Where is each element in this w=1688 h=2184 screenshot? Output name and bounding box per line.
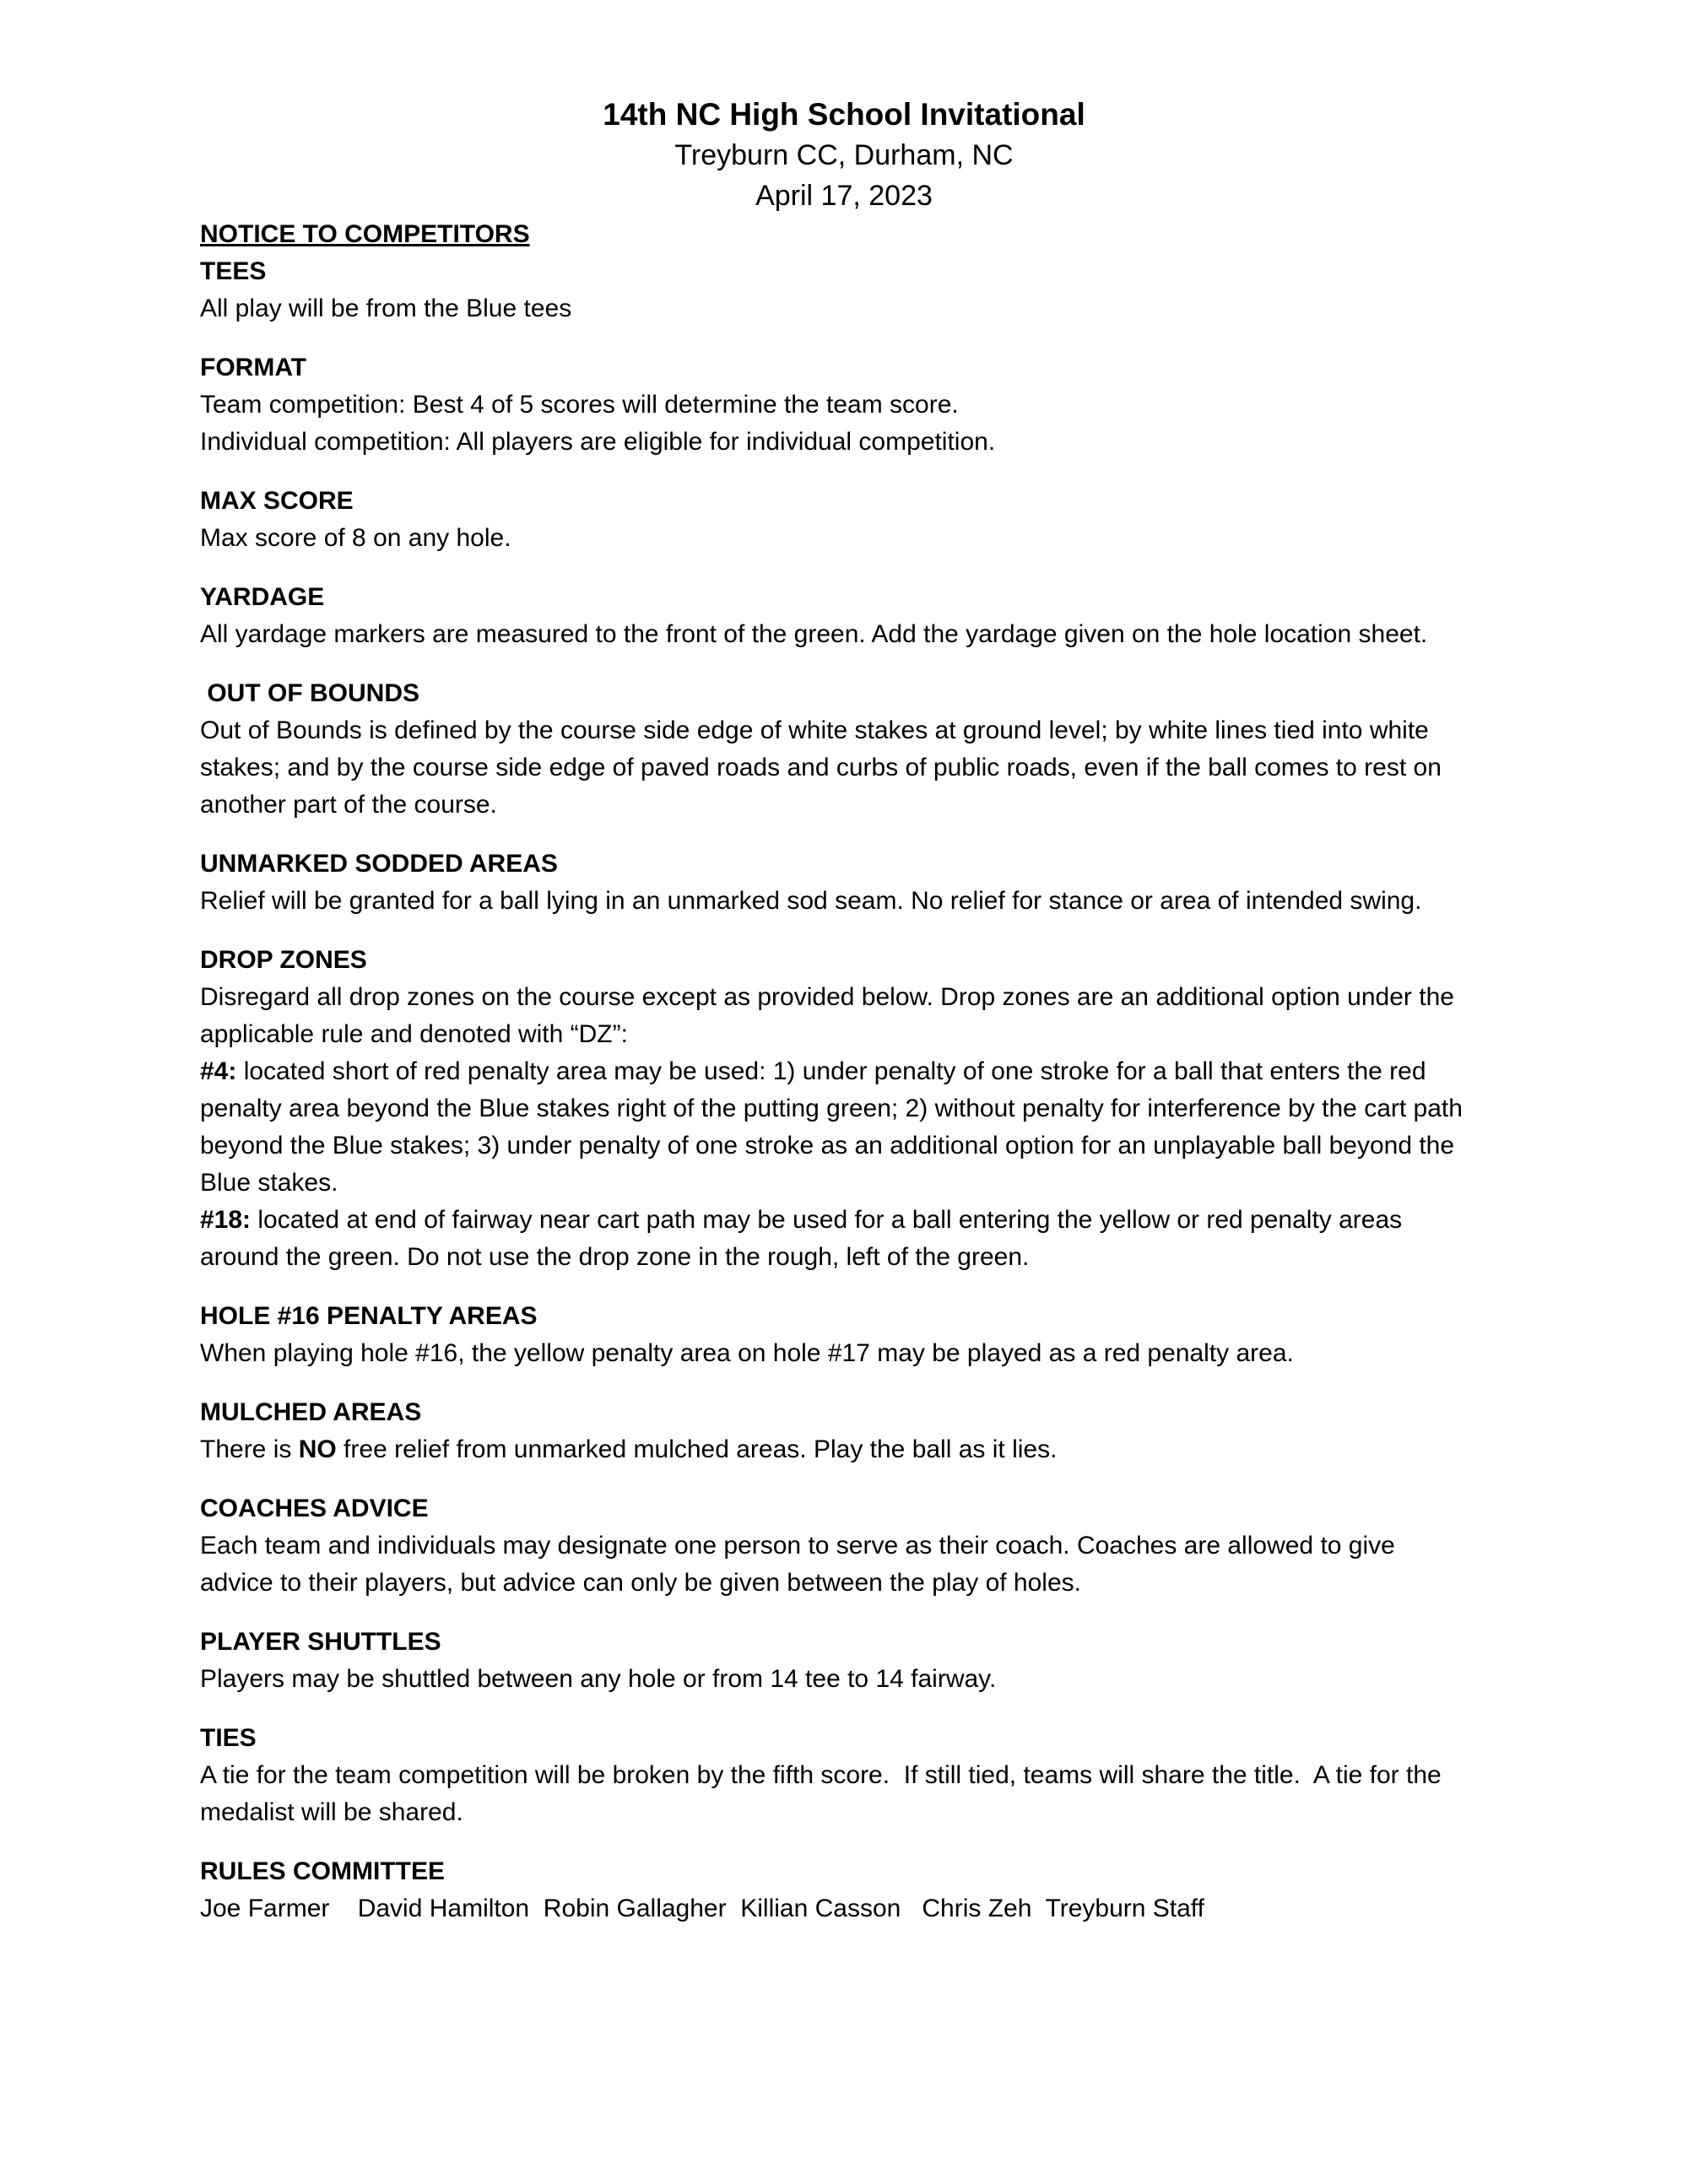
tees-body: All play will be from the Blue tees [200,295,572,322]
drop-zone-4-paragraph [200,1053,1470,1202]
section-unmarked-sodded-areas [200,846,1466,920]
notice-heading: NOTICE TO COMPETITORS [200,220,530,248]
mulched-areas-body [200,1431,1466,1468]
section-yardage [200,579,1466,653]
document-body [200,216,1470,1927]
drop-zone-18-paragraph [200,1202,1466,1276]
unmarked-sodded-areas-body: Relief will be granted for a ball lying in an unmarked sod seam. No relief for stance or area of intended swing. [200,887,1422,915]
section-ties [200,1720,1466,1831]
format-individual-line: Individual competition: All players are eligible for individual competition. [200,428,996,456]
document-title: 14th NC High School Invitational [603,97,1085,132]
mulched-areas-pre: There is [200,1435,299,1463]
drop-zone-18-label: #18: [200,1206,252,1234]
section-coaches-advice [200,1490,1466,1602]
ties-body: A tie for the team competition will be broken by the fifth score. If still tied, teams will share the title. A tie for the medalist will be shared. [200,1761,1449,1826]
section-mulched-areas [200,1394,1466,1468]
document-header [0,0,1688,216]
tees-heading: TEES [200,257,267,285]
section-max-score [200,483,1466,557]
coaches-advice-body: Each team and individuals may designate one person to serve as their coach. Coaches are allowed to give advice to their players, but advice can only be given between the play of holes. [200,1532,1403,1597]
section-format [200,349,1466,461]
rules-committee-heading: RULES COMMITTEE [200,1857,445,1885]
format-heading: FORMAT [200,354,307,381]
rules-committee-members: Joe Farmer David Hamilton Robin Gallagher Killian Casson Chris Zeh Treyburn Staff [200,1895,1204,1922]
drop-zones-intro [200,979,1466,1053]
format-team-line: Team competition: Best 4 of 5 scores will determine the team score. [200,391,959,419]
section-tees [200,253,1466,327]
hole-16-penalty-areas-heading: HOLE #16 PENALTY AREAS [200,1302,538,1330]
drop-zones-heading: DROP ZONES [200,946,367,974]
venue-line: Treyburn CC, Durham, NC [674,139,1014,171]
date-line: April 17, 2023 [755,180,933,212]
section-drop-zones [200,942,1470,1276]
player-shuttles-body: Players may be shuttled between any hole or from 14 tee to 14 fairway. [200,1665,997,1693]
max-score-heading: MAX SCORE [200,487,354,515]
mulched-areas-post: free relief from unmarked mulched areas. Play the ball as it lies. [336,1435,1058,1463]
hole-16-penalty-areas-body: When playing hole #16, the yellow penalty area on hole #17 may be played as a red penalty area. [200,1339,1294,1367]
out-of-bounds-heading: OUT OF BOUNDS [200,679,420,707]
drop-zones-intro-text: Disregard all drop zones on the course except as provided below. Drop zones are an additional option under the applicable rule and denoted with “DZ”: [200,983,1462,1048]
yardage-body: All yardage markers are measured to the front of the green. Add the yardage given on the hole location sheet. [200,620,1428,648]
coaches-advice-heading: COACHES ADVICE [200,1495,429,1522]
mulched-areas-heading: MULCHED AREAS [200,1398,422,1426]
section-out-of-bounds [200,675,1466,824]
yardage-heading: YARDAGE [200,583,325,611]
ties-heading: TIES [200,1724,257,1752]
player-shuttles-heading: PLAYER SHUTTLES [200,1628,441,1656]
out-of-bounds-body: Out of Bounds is defined by the course side edge of white stakes at ground level; by white lines tied into white stakes; and by the course side edge of paved roads and curbs of public roads, even if the ball comes to rest on another part of the course. [200,716,1449,819]
max-score-body: Max score of 8 on any hole. [200,524,511,552]
drop-zone-4-label: #4: [200,1057,237,1085]
drop-zone-18-text: located at end of fairway near cart path may be used for a ball entering the yellow or red penalty areas around the green. Do not use the drop zone in the rough, left of the green. [200,1206,1409,1271]
section-hole-16-penalty-areas [200,1298,1466,1372]
drop-zone-4-text: located short of red penalty area may be used: 1) under penalty of one stroke for a ball that enters the red penalty area beyond the Blue stakes right of the putting green; 2) without penalty for interference by the cart path beyond the Blue stakes; 3) under penalty of one stroke as an additional option for an unplayable ball beyond the Blue stakes. [200,1057,1470,1197]
mulched-areas-emphasis: NO [298,1435,337,1463]
section-player-shuttles [200,1624,1466,1698]
unmarked-sodded-areas-heading: UNMARKED SODDED AREAS [200,850,558,878]
section-rules-committee [200,1853,1466,1927]
